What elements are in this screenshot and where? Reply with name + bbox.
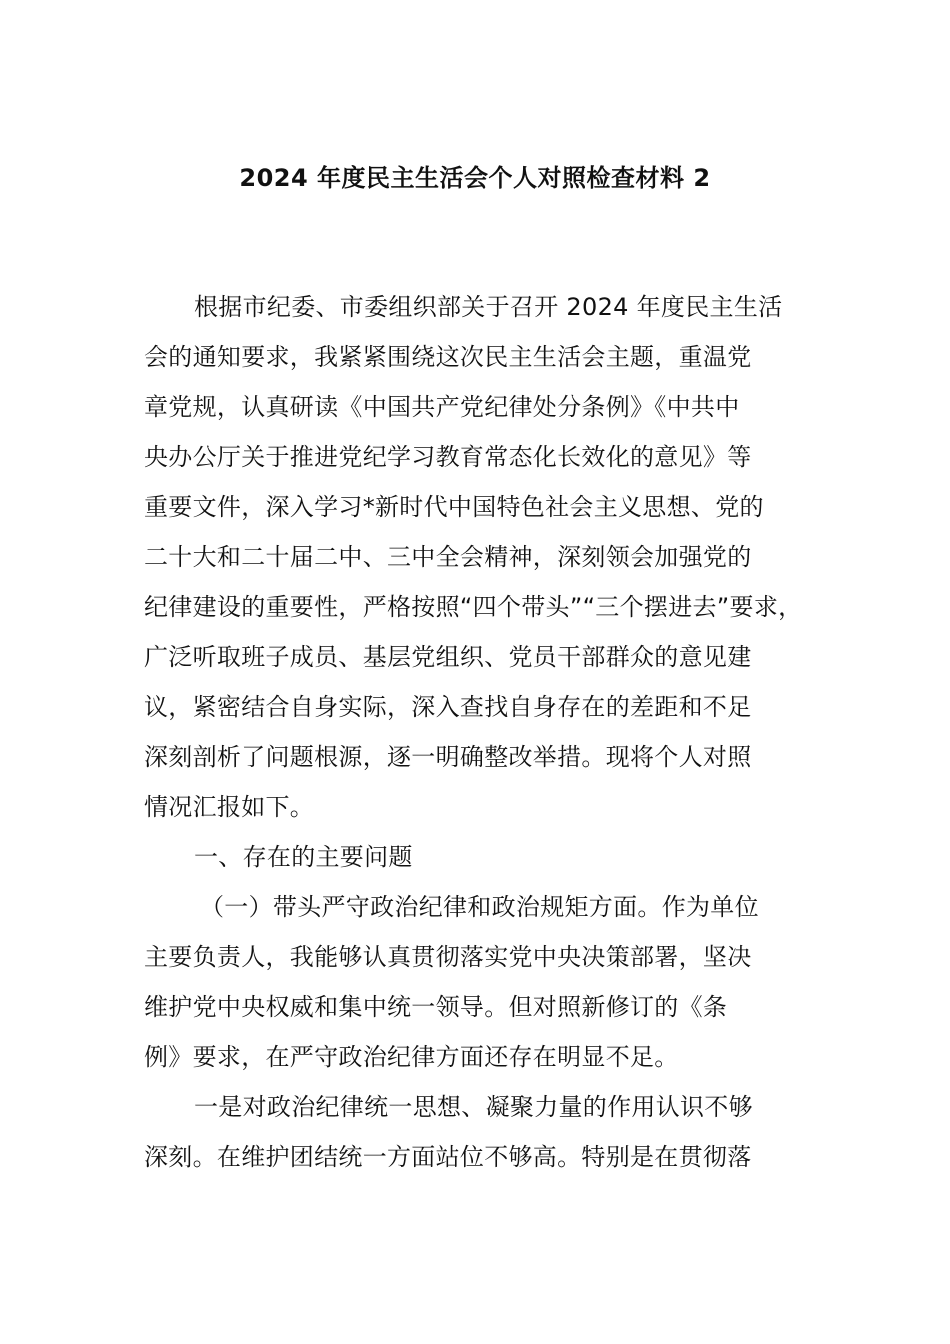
paragraph-line: 重要文件，深入学习*新时代中国特色社会主义思想、党的 xyxy=(144,493,764,521)
document-body xyxy=(144,282,844,1182)
subsection-heading-line: （一）带头严守政治纪律和政治规矩方面。作为单位 xyxy=(200,893,759,921)
paragraph-line: 深刻剖析了问题根源，逐一明确整改举措。现将个人对照 xyxy=(144,743,752,771)
paragraph-line: 维护党中央权威和集中统一领导。但对照新修订的《条 xyxy=(144,993,728,1021)
paragraph-line: 主要负责人，我能够认真贯彻落实党中央决策部署，坚决 xyxy=(144,943,752,971)
paragraph-line: 深刻。在维护团结统一方面站位不够高。特别是在贯彻落 xyxy=(144,1143,752,1171)
paragraph-line: 纪律建设的重要性，严格按照“四个带头”“三个摆进去”要求， xyxy=(144,593,803,621)
paragraph-line: 广泛听取班子成员、基层党组织、党员干部群众的意见建 xyxy=(144,643,752,671)
paragraph-line: 根据市纪委、市委组织部关于召开 2024 年度民主生活 xyxy=(194,293,783,321)
paragraph-line: 二十大和二十届二中、三中全会精神，深刻领会加强党的 xyxy=(144,543,752,571)
paragraph-line: 央办公厅关于推进党纪学习教育常态化长效化的意见》等 xyxy=(144,443,752,471)
paragraph-line: 会的通知要求，我紧紧围绕这次民主生活会主题，重温党 xyxy=(144,343,752,371)
paragraph-line: 情况汇报如下。 xyxy=(144,793,315,821)
document-title: 2024 年度民主生活会个人对照检查材料 2 xyxy=(239,164,711,192)
paragraph-line: 议，紧密结合自身实际，深入查找自身存在的差距和不足 xyxy=(144,693,752,721)
paragraph-line: 例》要求，在严守政治纪律方面还存在明显不足。 xyxy=(144,1043,679,1071)
paragraph-line: 一是对政治纪律统一思想、凝聚力量的作用认识不够 xyxy=(194,1093,753,1121)
section-heading: 一、存在的主要问题 xyxy=(194,843,413,871)
paragraph-line: 章党规，认真研读《中国共产党纪律处分条例》《中共中 xyxy=(144,393,740,421)
